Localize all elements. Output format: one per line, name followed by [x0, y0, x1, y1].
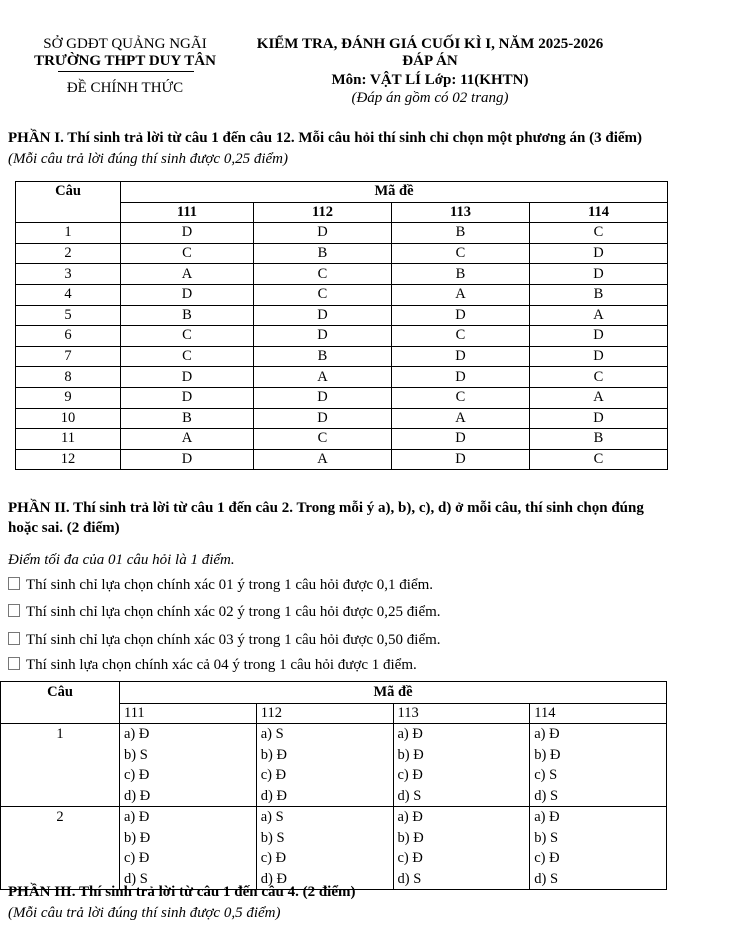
- answer-cell: B: [121, 305, 254, 326]
- statement-answer: c) Đ: [260, 767, 287, 783]
- exam-code-cell: 111: [120, 704, 257, 724]
- question-number-cell: 1: [16, 223, 121, 244]
- statement-answer: a) S: [260, 726, 284, 742]
- checkbox-icon: [8, 632, 20, 645]
- scoring-rule: [8, 657, 417, 674]
- question-number-cell: 5: [16, 305, 121, 326]
- school-name: TRƯỜNG THPT DUY TÂN: [34, 53, 216, 69]
- answer-cell: A: [391, 284, 529, 305]
- answer-cell: C: [391, 243, 529, 264]
- scoring-rule-text: Thí sinh chỉ lựa chọn chính xác 03 ý trong 1 câu hỏi được 0,50 điểm.: [26, 632, 441, 648]
- header-divider: [58, 71, 194, 72]
- answer-cell: D: [253, 387, 391, 408]
- part1-heading: PHẦN I. Thí sinh trả lời từ câu 1 đến câu 12. Mỗi câu hỏi thí sinh chỉ chọn một phương án (3 điểm): [8, 130, 643, 146]
- statement-answer: b) S: [534, 829, 559, 846]
- statement-answer: d) S: [124, 870, 148, 887]
- table-row: [16, 243, 668, 264]
- answer-cell: B: [253, 346, 391, 367]
- question-number-cell: 7: [16, 346, 121, 367]
- statement-answer: d) Đ: [260, 870, 287, 887]
- answer-cell: D: [391, 346, 529, 367]
- question-number-cell: 11: [16, 429, 121, 450]
- table-header-row: [16, 182, 668, 203]
- table-row: [1, 807, 667, 890]
- answer-cell: D: [121, 449, 254, 470]
- statement-answer: d) S: [534, 787, 559, 804]
- answer-cell: C: [253, 264, 391, 285]
- question-number-cell: 4: [16, 284, 121, 305]
- answer-cell: [120, 807, 257, 890]
- table-row: [16, 326, 668, 347]
- answer-cell: C: [391, 387, 529, 408]
- column-header-exam-code: Mã đề: [121, 182, 668, 203]
- part2-answer-table: [0, 681, 667, 890]
- statement-answer: c) S: [534, 767, 558, 783]
- answer-cell: D: [121, 367, 254, 388]
- answer-cell: C: [121, 243, 254, 264]
- scoring-rule-text: Thí sinh chỉ lựa chọn chính xác 01 ý trong 1 câu hỏi được 0,1 điểm.: [26, 577, 434, 593]
- department-name: SỞ GDĐT QUẢNG NGÃI: [43, 36, 207, 52]
- question-number-cell: 2: [1, 807, 120, 890]
- question-number-cell: 6: [16, 326, 121, 347]
- part1-answer-table: [15, 181, 668, 470]
- answer-cell: [120, 724, 257, 807]
- statement-answer: b) Đ: [124, 829, 151, 846]
- answer-cell: C: [121, 326, 254, 347]
- table-header-row: [1, 682, 667, 704]
- question-number-cell: 9: [16, 387, 121, 408]
- table-row: [16, 223, 668, 244]
- answer-cell: B: [121, 408, 254, 429]
- part2-heading-line1: PHẦN II. Thí sinh trả lời từ câu 1 đến câu 2. Trong mỗi ý a), b), c), d) ở mỗi câu, thí sinh chọn đúng: [8, 500, 644, 516]
- exam-code-cell: 113: [393, 704, 530, 724]
- table-row: [16, 429, 668, 450]
- checkbox-icon: [8, 604, 20, 617]
- subject-line: Môn: VẬT LÍ Lớp: 11(KHTN): [331, 72, 529, 88]
- statement-answer: c) Đ: [397, 767, 423, 783]
- question-number-cell: 12: [16, 449, 121, 470]
- statement-answer: b) Đ: [397, 746, 424, 763]
- exam-code-cell: 112: [253, 202, 391, 223]
- answer-cell: D: [121, 223, 254, 244]
- answer-cell: A: [121, 429, 254, 450]
- answer-cell: D: [529, 264, 667, 285]
- exam-code-cell: 111: [121, 202, 254, 223]
- statement-answer: c) Đ: [534, 850, 560, 866]
- answer-cell: D: [529, 243, 667, 264]
- answer-cell: A: [391, 408, 529, 429]
- column-header-question: Câu: [16, 182, 121, 223]
- answer-cell: [393, 807, 530, 890]
- statement-answer: a) Đ: [534, 809, 560, 825]
- answer-cell: D: [253, 326, 391, 347]
- answer-cell: B: [529, 284, 667, 305]
- scoring-rule-text: Thí sinh lựa chọn chính xác cả 04 ý trong 1 câu hỏi được 1 điểm.: [26, 657, 417, 673]
- answer-cell: A: [253, 367, 391, 388]
- scoring-rule: [8, 632, 441, 649]
- statement-answer: b) Đ: [397, 829, 424, 846]
- table-row: [16, 346, 668, 367]
- answer-cell: [530, 724, 667, 807]
- answer-cell: C: [529, 367, 667, 388]
- statement-answer: c) Đ: [260, 850, 287, 866]
- statement-answer: b) S: [124, 746, 148, 763]
- column-header-question: Câu: [1, 682, 120, 724]
- answer-cell: D: [529, 408, 667, 429]
- statement-answer: d) S: [397, 870, 422, 887]
- answer-cell: C: [121, 346, 254, 367]
- official-label: ĐỀ CHÍNH THỨC: [66, 80, 184, 96]
- column-header-exam-code: Mã đề: [120, 682, 667, 704]
- statement-answer: a) Đ: [124, 726, 150, 742]
- table-row: [16, 264, 668, 285]
- checkbox-icon: [8, 577, 20, 590]
- answer-cell: B: [529, 429, 667, 450]
- answer-cell: D: [253, 223, 391, 244]
- statement-answer: b) S: [260, 829, 285, 846]
- answer-cell: C: [253, 284, 391, 305]
- exam-code-cell: 114: [529, 202, 667, 223]
- statement-answer: a) Đ: [124, 809, 150, 825]
- answer-cell: A: [529, 305, 667, 326]
- checkbox-icon: [8, 657, 20, 670]
- exam-code-cell: 114: [530, 704, 667, 724]
- answer-cell: B: [391, 223, 529, 244]
- statement-answer: c) Đ: [124, 850, 150, 866]
- answer-cell: C: [529, 223, 667, 244]
- table-row: [16, 284, 668, 305]
- answer-cell: [256, 807, 393, 890]
- answer-cell: D: [391, 449, 529, 470]
- exam-title: KIỂM TRA, ĐÁNH GIÁ CUỐI KÌ I, NĂM 2025-2026: [256, 36, 604, 52]
- answer-cell: D: [529, 326, 667, 347]
- answer-key-title: ĐÁP ÁN: [402, 53, 458, 69]
- statement-answer: d) S: [534, 870, 559, 887]
- statement-answer: d) S: [397, 787, 422, 804]
- table-row: [16, 387, 668, 408]
- answer-cell: C: [253, 429, 391, 450]
- scoring-rule: [8, 604, 441, 621]
- answer-cell: [256, 724, 393, 807]
- statement-answer: b) Đ: [534, 746, 561, 763]
- answer-cell: D: [391, 429, 529, 450]
- answer-cell: C: [391, 326, 529, 347]
- statement-answer: c) Đ: [397, 850, 423, 866]
- statement-answer: a) Đ: [397, 809, 423, 825]
- answer-cell: C: [529, 449, 667, 470]
- answer-cell: D: [529, 346, 667, 367]
- answer-cell: D: [391, 305, 529, 326]
- question-number-cell: 10: [16, 408, 121, 429]
- exam-code-cell: 112: [256, 704, 393, 724]
- answer-cell: [530, 807, 667, 890]
- scoring-rule: [8, 577, 433, 594]
- statement-answer: a) S: [260, 809, 284, 825]
- question-number-cell: 3: [16, 264, 121, 285]
- statement-answer: d) Đ: [124, 787, 151, 804]
- answer-cell: B: [253, 243, 391, 264]
- table-row: [16, 408, 668, 429]
- part2-note: Điểm tối đa của 01 câu hỏi là 1 điểm.: [8, 552, 235, 568]
- statement-answer: c) Đ: [124, 767, 150, 783]
- table-row: [16, 367, 668, 388]
- part2-heading-line2: hoặc sai. (2 điểm): [8, 520, 120, 536]
- table-row: [16, 449, 668, 470]
- answer-cell: D: [253, 305, 391, 326]
- answer-cell: A: [253, 449, 391, 470]
- part3-note: (Mỗi câu trả lời đúng thí sinh được 0,5 điểm): [8, 905, 281, 921]
- answer-cell: A: [121, 264, 254, 285]
- table-row: [1, 724, 667, 807]
- question-number-cell: 8: [16, 367, 121, 388]
- scoring-rule-text: Thí sinh chỉ lựa chọn chính xác 02 ý trong 1 câu hỏi được 0,25 điểm.: [26, 604, 441, 620]
- answer-cell: D: [391, 367, 529, 388]
- part1-note: (Mỗi câu trả lời đúng thí sinh được 0,25 điểm): [8, 151, 288, 167]
- answer-cell: D: [253, 408, 391, 429]
- answer-cell: A: [529, 387, 667, 408]
- page-count-note: (Đáp án gồm có 02 trang): [351, 90, 509, 106]
- statement-answer: a) Đ: [397, 726, 423, 742]
- answer-cell: D: [121, 284, 254, 305]
- answer-cell: D: [121, 387, 254, 408]
- question-number-cell: 1: [1, 724, 120, 807]
- statement-answer: a) Đ: [534, 726, 560, 742]
- exam-code-cell: 113: [391, 202, 529, 223]
- answer-cell: B: [391, 264, 529, 285]
- table-row: [16, 305, 668, 326]
- question-number-cell: 2: [16, 243, 121, 264]
- statement-answer: b) Đ: [260, 746, 287, 763]
- answer-cell: [393, 724, 530, 807]
- part3-heading: PHẦN III. Thí sinh trả lời từ câu 1 đến câu 4. (2 điểm): [8, 884, 356, 900]
- statement-answer: d) Đ: [260, 787, 287, 804]
